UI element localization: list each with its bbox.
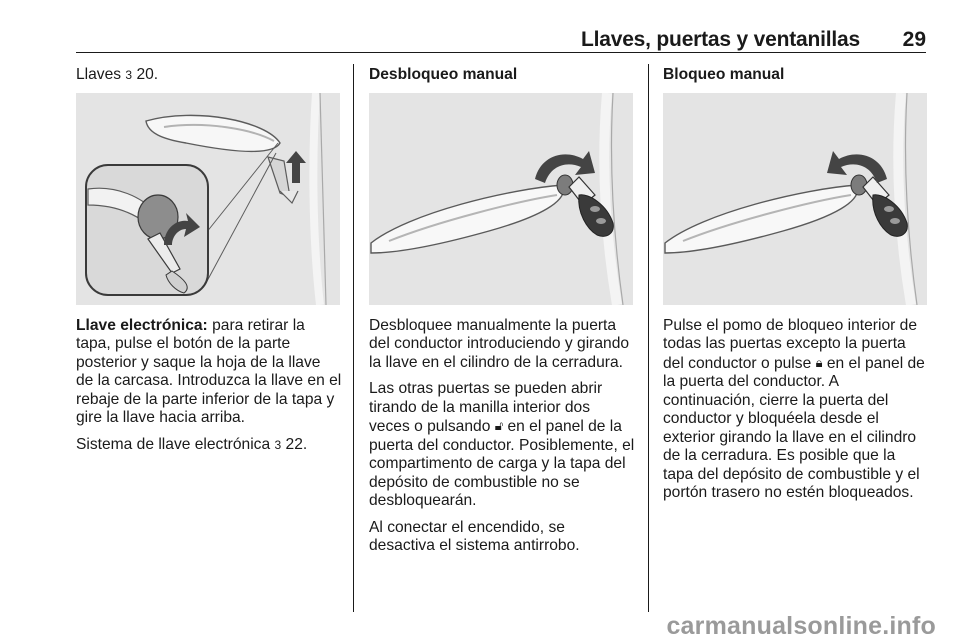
illustration-manual-lock	[663, 93, 927, 305]
cross-reference-electronic-key: Sistema de llave electrónica 3 22.	[76, 435, 308, 453]
column-left	[76, 66, 342, 462]
unlock-icon: 🔓︎	[494, 418, 504, 433]
paragraph-lock: Pulse el pomo de bloqueo interior de todas las puertas excepto la puerta del conductor o pulse 🔒︎ en el panel de la puerta del conductor. A continuación, cierre la puerta del conductor y bloquéela desde el exterior girando la llave en el cilindro de la cerradura. Es posible que la tapa del depósito de combustible y el portón trasero no estén bloqueados.	[663, 316, 925, 501]
section-heading-lock: Bloqueo manual	[663, 66, 785, 83]
column-divider	[353, 64, 354, 612]
cross-reference: Llaves 3 20.	[76, 66, 159, 83]
paragraph-unlock-driver: Desbloquee manualmente la puerta del conductor introduciendo y girando la llave en el cilindro de la cerradura.	[369, 316, 630, 371]
paragraph-electronic-key: Llave electrónica: para retirar la tapa, pulse el botón de la parte posterior y saque la hoja de la llave de la carcasa. Introduzca la llave en el rebaje de la parte inferior de la tapa y gire la llave hacia arriba.	[76, 316, 342, 426]
page-number: 29	[902, 28, 926, 51]
reference-arrow-icon: 3	[125, 68, 133, 82]
lock-icon: 🔒︎	[815, 354, 823, 370]
section-heading-unlock: Desbloqueo manual	[369, 66, 518, 83]
paragraph-anti-theft: Al conectar el encendido, se desactiva el sistema antirrobo.	[369, 518, 580, 554]
column-right	[663, 66, 929, 511]
illustration-manual-unlock	[369, 93, 633, 305]
reference-arrow-icon: 3	[274, 437, 282, 452]
header-rule	[76, 52, 926, 53]
paragraph-unlock-others: Las otras puertas se pueden abrir tirando de la manilla interior dos veces o pulsando 🔓︎ en el panel de la puerta del conductor. Posiblemente, el compartimento de carga y la tapa del depósito de combustible no se desbloquearán.	[369, 380, 635, 509]
illustration-electronic-key	[76, 93, 340, 305]
watermark: carmanualsonline.info	[666, 612, 936, 640]
page-header-title: Llaves, puertas y ventanillas	[580, 28, 860, 51]
column-divider	[648, 64, 649, 612]
column-middle	[369, 66, 635, 564]
